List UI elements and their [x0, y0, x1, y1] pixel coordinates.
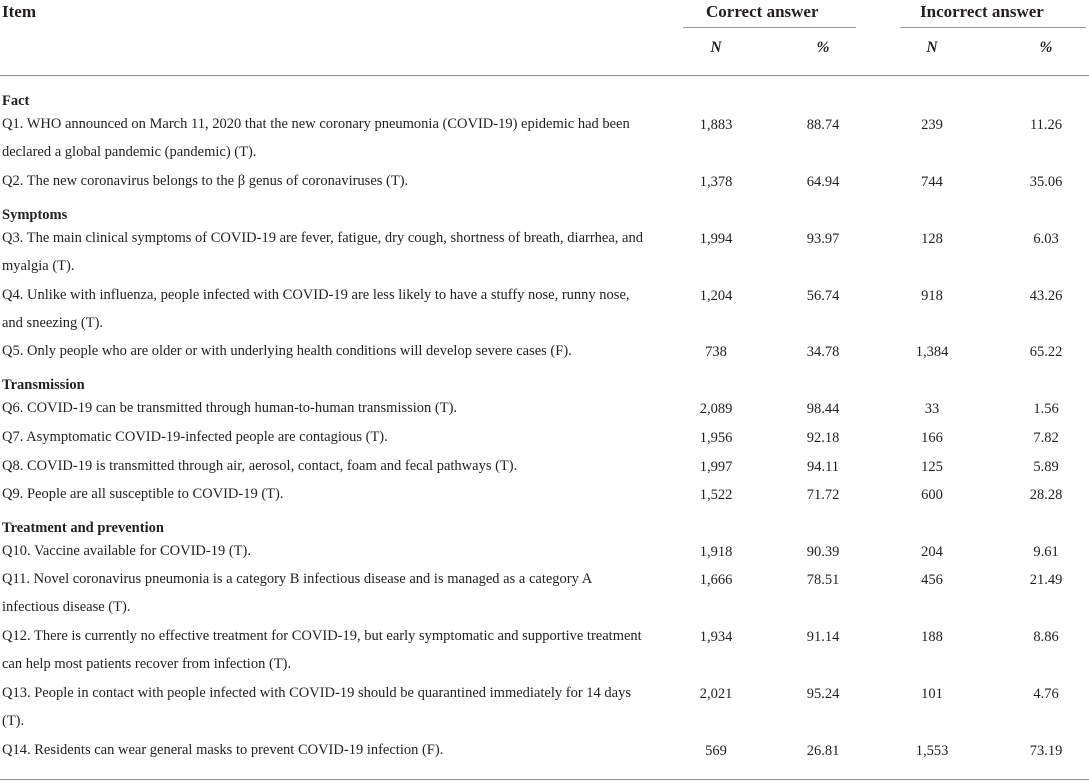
cell-correct-n: 1,997	[699, 459, 733, 475]
column-header-incorrect-answer: Incorrect answer	[920, 2, 1044, 21]
cell-incorrect-n: 188	[921, 629, 943, 645]
cell-incorrect-n: 918	[921, 288, 943, 304]
cell-correct-n: 2,021	[699, 686, 733, 702]
cell-correct-pct: 90.39	[806, 544, 840, 560]
cell-correct-pct: 93.97	[806, 231, 840, 247]
cell-incorrect-n: 101	[921, 686, 943, 702]
table-row-item: Q11. Novel coronavirus pneumonia is a category B infectious disease and is managed as a category A infectious disease (T).	[2, 571, 592, 615]
cell-correct-n: 1,934	[699, 629, 733, 645]
cell-incorrect-n: 128	[921, 231, 943, 247]
cell-correct-n: 569	[705, 743, 727, 759]
cell-correct-n: 1,378	[699, 174, 733, 190]
table-row-item: Q3. The main clinical symptoms of COVID-19 are fever, fatigue, dry cough, shortness of breath, diarrhea, and myalgia (T).	[2, 230, 643, 274]
cell-correct-pct: 34.78	[806, 344, 840, 360]
section-header: Treatment and prevention	[2, 520, 164, 536]
cell-correct-n: 2,089	[699, 401, 733, 417]
table-row-item: Q6. COVID-19 can be transmitted through human-to-human transmission (T).	[2, 400, 458, 416]
header-bottom-rule	[0, 75, 1089, 76]
correct-n-header: N	[710, 39, 722, 56]
cell-incorrect-n: 456	[921, 572, 943, 588]
cell-correct-n: 1,666	[699, 572, 733, 588]
cell-correct-pct: 91.14	[806, 629, 840, 645]
table-row-item: Q8. COVID-19 is transmitted through air, aerosol, contact, foam and fecal pathways (T).	[2, 458, 518, 474]
cell-incorrect-pct: 28.28	[1029, 487, 1063, 503]
section-header: Fact	[2, 93, 30, 109]
cell-incorrect-pct: 73.19	[1029, 743, 1063, 759]
cell-incorrect-pct: 5.89	[1033, 459, 1059, 475]
cell-correct-pct: 92.18	[806, 430, 840, 446]
cell-incorrect-pct: 21.49	[1029, 572, 1063, 588]
cell-incorrect-n: 744	[921, 174, 943, 190]
column-header-correct-answer: Correct answer	[706, 2, 819, 21]
cell-incorrect-pct: 6.03	[1033, 231, 1059, 247]
cell-incorrect-n: 204	[921, 544, 943, 560]
cell-incorrect-pct: 11.26	[1029, 117, 1063, 133]
cell-incorrect-pct: 65.22	[1029, 344, 1063, 360]
correct-group-underline	[683, 27, 856, 28]
cell-incorrect-n: 125	[921, 459, 943, 475]
cell-correct-pct: 26.81	[806, 743, 840, 759]
cell-incorrect-n: 239	[921, 117, 943, 133]
cell-correct-pct: 98.44	[806, 401, 840, 417]
table-row-item: Q12. There is currently no effective treatment for COVID-19, but early symptomatic and supportive treatment can help most patients recover from infection (T).	[2, 628, 642, 672]
cell-incorrect-pct: 8.86	[1033, 629, 1059, 645]
cell-correct-n: 1,994	[699, 231, 733, 247]
cell-incorrect-pct: 43.26	[1029, 288, 1063, 304]
cell-incorrect-pct: 1.56	[1033, 401, 1059, 417]
table-row-item: Q2. The new coronavirus belongs to the β genus of coronaviruses (T).	[2, 173, 409, 189]
cell-correct-n: 1,522	[699, 487, 733, 503]
table-row-item: Q4. Unlike with influenza, people infected with COVID-19 are less likely to have a stuffy nose, runny nose, and sneezing (T).	[2, 287, 630, 331]
cell-incorrect-n: 600	[921, 487, 943, 503]
cell-incorrect-n: 166	[921, 430, 943, 446]
table-row-item: Q9. People are all susceptible to COVID-19 (T).	[2, 486, 284, 502]
cell-incorrect-pct: 35.06	[1029, 174, 1063, 190]
cell-incorrect-pct: 7.82	[1033, 430, 1059, 446]
column-header-item: Item	[2, 2, 36, 21]
table-row-item: Q13. People in contact with people infected with COVID-19 should be quarantined immediately for 14 days (T).	[2, 685, 631, 729]
section-header: Symptoms	[2, 207, 68, 223]
cell-correct-pct: 56.74	[806, 288, 840, 304]
cell-correct-pct: 64.94	[806, 174, 840, 190]
cell-correct-n: 1,918	[699, 544, 733, 560]
cell-correct-pct: 71.72	[806, 487, 840, 503]
cell-correct-pct: 94.11	[806, 459, 840, 475]
incorrect-group-underline	[900, 27, 1086, 28]
cell-correct-n: 738	[705, 344, 727, 360]
incorrect-pct-header: %	[1039, 39, 1053, 56]
cell-correct-n: 1,204	[699, 288, 733, 304]
cell-incorrect-n: 1,553	[915, 743, 949, 759]
cell-correct-pct: 88.74	[806, 117, 840, 133]
table-row-item: Q7. Asymptomatic COVID-19-infected people are contagious (T).	[2, 429, 388, 445]
section-header: Transmission	[2, 377, 85, 393]
cell-incorrect-pct: 9.61	[1033, 544, 1059, 560]
cell-correct-n: 1,883	[699, 117, 733, 133]
table-row-item: Q10. Vaccine available for COVID-19 (T).	[2, 543, 251, 559]
correct-pct-header: %	[816, 39, 830, 56]
table-row-item: Q14. Residents can wear general masks to prevent COVID-19 infection (F).	[2, 742, 444, 758]
cell-incorrect-n: 1,384	[915, 344, 949, 360]
incorrect-n-header: N	[926, 39, 938, 56]
table-row-item: Q5. Only people who are older or with underlying health conditions will develop severe cases (F).	[2, 343, 572, 359]
cell-correct-pct: 78.51	[806, 572, 840, 588]
cell-incorrect-pct: 4.76	[1033, 686, 1059, 702]
cell-incorrect-n: 33	[924, 401, 940, 417]
table-row-item: Q1. WHO announced on March 11, 2020 that the new coronary pneumonia (COVID-19) epidemic had been declared a global pandemic (pandemic) (T).	[2, 116, 630, 160]
table-bottom-rule	[0, 779, 1089, 780]
cell-correct-pct: 95.24	[806, 686, 840, 702]
cell-correct-n: 1,956	[699, 430, 733, 446]
